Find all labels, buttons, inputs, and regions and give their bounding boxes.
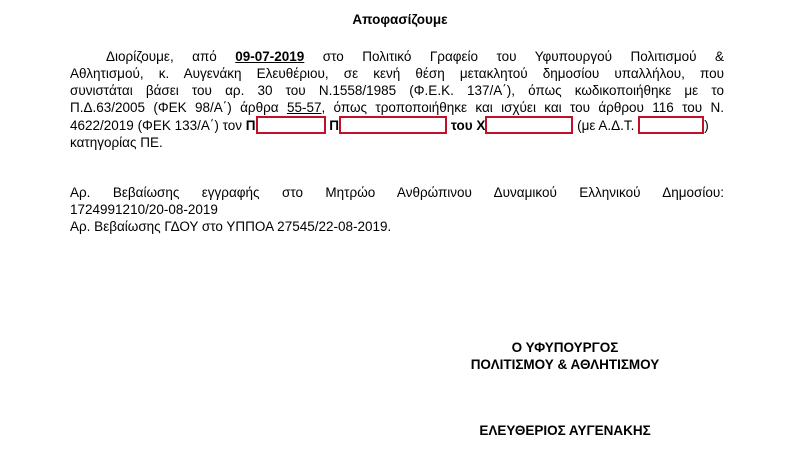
appointment-paragraph bbox=[70, 48, 724, 151]
paragraph-line-4: Π.Δ.63/2005 (ΦΕΚ 98/Α΄) άρθρα 55-57, όπως τροποποιήθηκε και ισχύει και του άρθρου 116 του Ν. bbox=[70, 100, 724, 115]
signatory-role-line-2: ΠΟΛΙΤΙΣΜΟΥ & ΑΘΛΗΤΙΣΜΟΥ bbox=[470, 357, 660, 372]
redacted-first-name bbox=[339, 116, 447, 134]
redacted-id-number bbox=[638, 116, 704, 134]
registry-certificate-line: Αρ. Βεβαίωσης εγγραφής στο Μητρώο Ανθρώπινου Δυναμικού Ελληνικού Δημοσίου: bbox=[70, 185, 724, 200]
registration-paragraph bbox=[70, 184, 724, 235]
signatory-role bbox=[440, 339, 690, 373]
paragraph-line-3: συνιστάται βάσει του αρ. 30 του Ν.1558/1985 (Φ.Ε.Κ. 137/Α΄), όπως κωδικοποιήθηκε με το bbox=[70, 83, 724, 98]
name-initial-2: Π bbox=[329, 118, 340, 133]
appointment-date: 09-07-2019 bbox=[235, 49, 305, 64]
paragraph-line-2: Αθλητισμού, κ. Αυγενάκη Ελευθέριου, σε κενή θέση μετακλητού δημοσίου υπαλλήλου, που bbox=[70, 66, 724, 81]
redacted-father-name bbox=[485, 116, 573, 134]
articles-reference: 55-57 bbox=[286, 100, 322, 115]
paragraph-line-6: κατηγορίας ΠΕ. bbox=[70, 135, 163, 150]
redacted-surname bbox=[256, 116, 326, 134]
name-initial-1: Π bbox=[245, 118, 256, 133]
signatory-role-line-1: Ο ΥΦΥΠΟΥΡΓΟΣ bbox=[511, 340, 619, 355]
paragraph-line-1: Διορίζουμε, από 09-07-2019 στο Πολιτικό Γραφείο του Υφυπουργού Πολιτισμού & bbox=[106, 49, 724, 64]
decision-heading: Αποφασίζουμε bbox=[352, 12, 448, 27]
name-initial-3: του Χ bbox=[450, 118, 486, 133]
gdou-certificate-line: Αρ. Βεβαίωσης ΓΔΟΥ στο ΥΠΠΟΑ 27545/22-08-2019. bbox=[70, 219, 392, 234]
paragraph-line-5: 4622/2019 (ΦΕΚ 133/Α΄) τον Π Π του Χ (με Α.Δ.Τ. ) bbox=[70, 118, 709, 133]
registry-certificate-number: 1724991210/20-08-2019 bbox=[70, 202, 218, 217]
signatory-name: ΕΛΕΥΘΕΡΙΟΣ ΑΥΓΕΝΑΚΗΣ bbox=[479, 423, 651, 438]
